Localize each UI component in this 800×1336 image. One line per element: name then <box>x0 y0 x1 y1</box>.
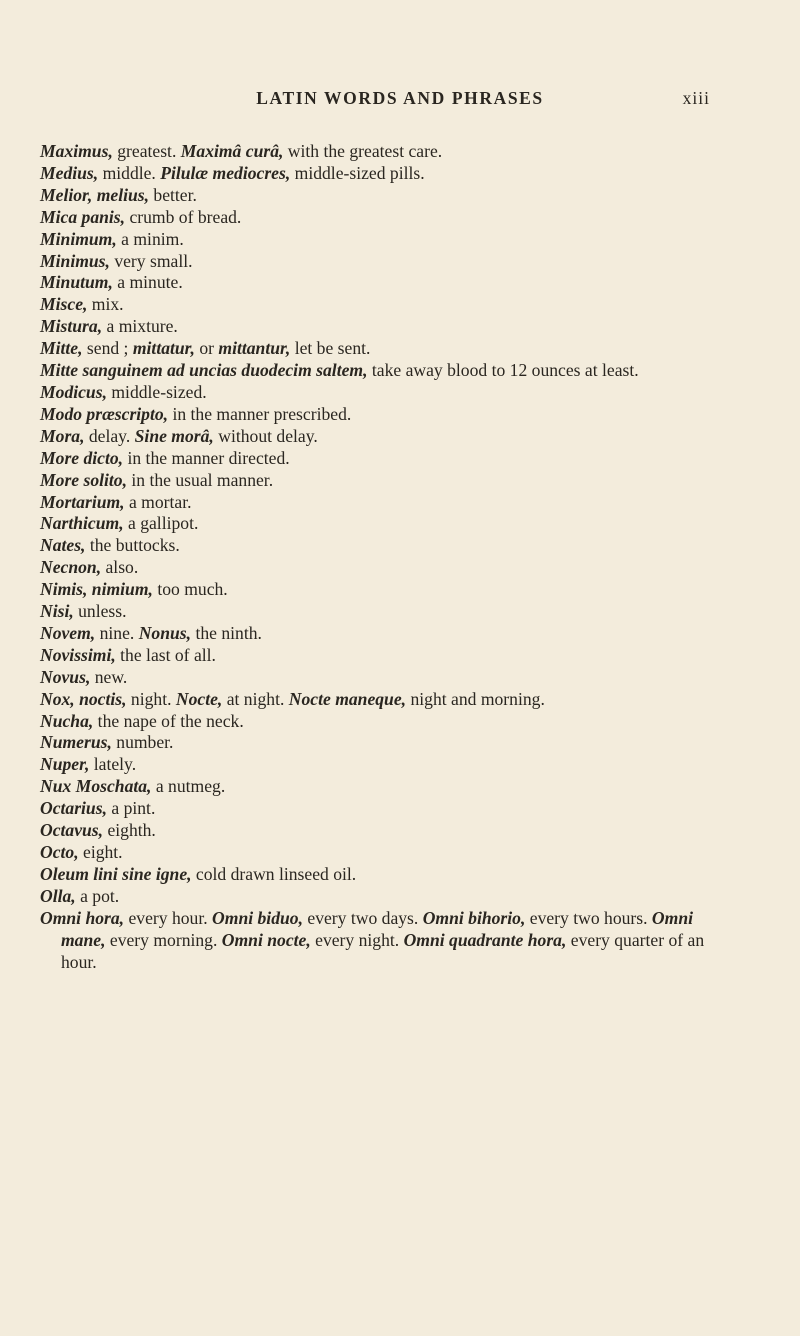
definition-text: a nutmeg. <box>151 776 226 797</box>
latin-term: Nates, <box>40 535 86 556</box>
definition-text: very small. <box>109 250 193 271</box>
glossary-entry <box>40 820 740 842</box>
latin-term: Misce, <box>40 294 88 315</box>
glossary-entry <box>40 294 740 316</box>
latin-term: Octarius, <box>40 798 107 819</box>
latin-term: Minimus, <box>40 250 110 271</box>
latin-term: Numerus, <box>40 732 112 753</box>
glossary-entry <box>40 798 740 820</box>
glossary-entry <box>40 513 740 535</box>
latin-term: Maximus, <box>40 141 113 161</box>
latin-term: Sine morâ, <box>134 425 214 446</box>
latin-term: Nox, noctis, <box>40 688 127 709</box>
latin-term: Oleum lini sine igne, <box>40 863 192 884</box>
definition-text: the buttocks. <box>85 535 180 556</box>
definition-text: in the manner directed. <box>123 447 290 468</box>
glossary-entry <box>40 404 740 426</box>
glossary-entry <box>40 141 740 163</box>
latin-term: Modicus, <box>40 381 107 402</box>
latin-term: Nocte maneque, <box>288 688 407 709</box>
definition-text: every quarter of an hour. <box>61 929 705 972</box>
latin-term: Omni quadrante hora, <box>403 929 567 950</box>
glossary-entry <box>40 557 740 579</box>
latin-term: Necnon, <box>40 557 102 578</box>
definition-text: at night. <box>222 688 289 709</box>
latin-term: Pilulæ mediocres, <box>160 162 291 183</box>
glossary-entry <box>40 601 740 623</box>
definition-text: lately. <box>89 754 137 775</box>
definition-text: a gallipot. <box>123 513 199 534</box>
definition-text: middle. <box>98 162 161 183</box>
glossary-entry <box>40 185 740 207</box>
glossary-entry <box>40 338 740 360</box>
definition-text: better. <box>149 184 197 205</box>
glossary-entry <box>40 207 740 229</box>
glossary-entry <box>40 711 740 733</box>
definition-text: the ninth. <box>191 622 262 643</box>
latin-term: Nuper, <box>40 754 90 775</box>
page-number: xiii <box>682 88 710 108</box>
glossary-entry <box>40 667 740 689</box>
glossary-entry <box>40 645 740 667</box>
latin-term: Nonus, <box>138 622 192 643</box>
glossary-entry <box>40 579 740 601</box>
definition-text: in the manner prescribed. <box>168 403 352 424</box>
glossary-entry <box>40 732 740 754</box>
glossary-entry <box>40 492 740 514</box>
latin-term: Medius, <box>40 162 99 183</box>
glossary-entry <box>40 251 740 273</box>
definition-text: take away blood to 12 ounces at least. <box>367 360 639 381</box>
definition-text: a minute. <box>112 272 183 293</box>
definition-text: night. <box>126 688 176 709</box>
definition-text: a pint. <box>106 798 156 819</box>
latin-term: Maximâ curâ, <box>180 141 284 161</box>
definition-text: a mixture. <box>102 316 178 337</box>
definition-text: greatest. <box>112 141 181 161</box>
definition-text: let be sent. <box>290 338 371 359</box>
latin-term: Mortarium, <box>40 491 125 512</box>
latin-term: More solito, <box>40 469 127 490</box>
latin-term: Omni nocte, <box>221 929 311 950</box>
latin-term: Nocte, <box>175 688 223 709</box>
latin-term: Mora, <box>40 425 85 446</box>
latin-term: Minutum, <box>40 272 113 293</box>
latin-term: Novus, <box>40 666 91 687</box>
definition-text: new. <box>90 666 128 687</box>
latin-term: Novem, <box>40 622 96 643</box>
latin-term: mittantur, <box>218 338 291 359</box>
latin-term: Mistura, <box>40 316 103 337</box>
definition-text: nine. <box>95 622 139 643</box>
definition-text: middle-sized pills. <box>290 162 425 183</box>
glossary-entry <box>40 272 740 294</box>
definition-text: with the greatest care. <box>283 141 443 161</box>
latin-term: Novissimi, <box>40 644 116 665</box>
definition-text: unless. <box>73 601 127 622</box>
definition-text: a pot. <box>75 885 120 906</box>
glossary-entry <box>40 776 740 798</box>
latin-term: Olla, <box>40 885 76 906</box>
latin-term: Omni bihorio, <box>422 907 526 928</box>
definition-text: every night. <box>310 929 404 950</box>
glossary-entry <box>40 754 740 776</box>
latin-term: Omni mane, <box>61 907 693 950</box>
definition-text: a minim. <box>116 228 184 249</box>
definition-text: mix. <box>87 294 124 315</box>
definition-text: every hour. <box>124 907 213 928</box>
definition-text: crumb of bread. <box>125 206 242 227</box>
definition-text: eight. <box>78 842 123 862</box>
glossary-entry <box>40 360 740 382</box>
latin-term: Omni biduo, <box>212 907 303 928</box>
glossary-entry <box>40 842 740 864</box>
definition-text: middle-sized. <box>106 381 207 402</box>
definition-text: or <box>194 338 219 359</box>
definition-text: every morning. <box>105 929 222 950</box>
definition-text: night and morning. <box>406 688 545 709</box>
latin-term: Nucha, <box>40 710 94 731</box>
glossary-entry <box>40 886 740 908</box>
definition-text: cold drawn linseed oil. <box>191 863 357 884</box>
latin-term: Nimis, nimium, <box>40 579 153 600</box>
definition-text: too much. <box>152 579 228 600</box>
definition-text: the last of all. <box>115 644 216 665</box>
latin-term: Octavus, <box>40 820 104 841</box>
definition-text: delay. <box>84 425 135 446</box>
latin-term: Melior, melius, <box>40 184 149 205</box>
definition-text: send ; <box>82 338 133 359</box>
latin-term: Octo, <box>40 842 79 862</box>
latin-term: mittatur, <box>132 338 195 359</box>
glossary-entry <box>40 426 740 448</box>
latin-term: Omni hora, <box>40 907 125 928</box>
definition-text: in the usual manner. <box>127 469 274 490</box>
glossary-entry <box>40 448 740 470</box>
definition-text: every two hours. <box>525 907 652 928</box>
definition-text: the nape of the neck. <box>93 710 244 731</box>
running-header <box>0 88 800 114</box>
glossary-list <box>40 141 740 973</box>
latin-term: Mica panis, <box>40 206 126 227</box>
glossary-entry <box>40 470 740 492</box>
latin-term: Narthicum, <box>40 513 124 534</box>
glossary-entry <box>40 316 740 338</box>
latin-term: Mitte, <box>40 338 83 359</box>
definition-text: also. <box>101 557 139 578</box>
glossary-entry <box>40 535 740 557</box>
latin-term: Minimum, <box>40 228 117 249</box>
glossary-entry <box>40 229 740 251</box>
glossary-entry <box>40 382 740 404</box>
glossary-entry <box>40 163 740 185</box>
latin-term: Modo præscripto, <box>40 403 169 424</box>
definition-text: a mortar. <box>124 491 192 512</box>
definition-text: eighth. <box>103 820 156 841</box>
latin-term: Nisi, <box>40 601 74 622</box>
glossary-entry <box>40 864 740 886</box>
definition-text: number. <box>111 732 174 753</box>
latin-term: Mitte sanguinem ad uncias duodecim saltem, <box>40 360 368 381</box>
latin-term: More dicto, <box>40 447 124 468</box>
glossary-entry <box>40 908 740 974</box>
definition-text: every two days. <box>302 907 423 928</box>
definition-text: without delay. <box>213 425 318 446</box>
glossary-entry <box>40 689 740 711</box>
latin-term: Nux Moschata, <box>40 776 152 797</box>
glossary-entry <box>40 623 740 645</box>
running-title: LATIN WORDS AND PHRASES <box>256 88 544 108</box>
